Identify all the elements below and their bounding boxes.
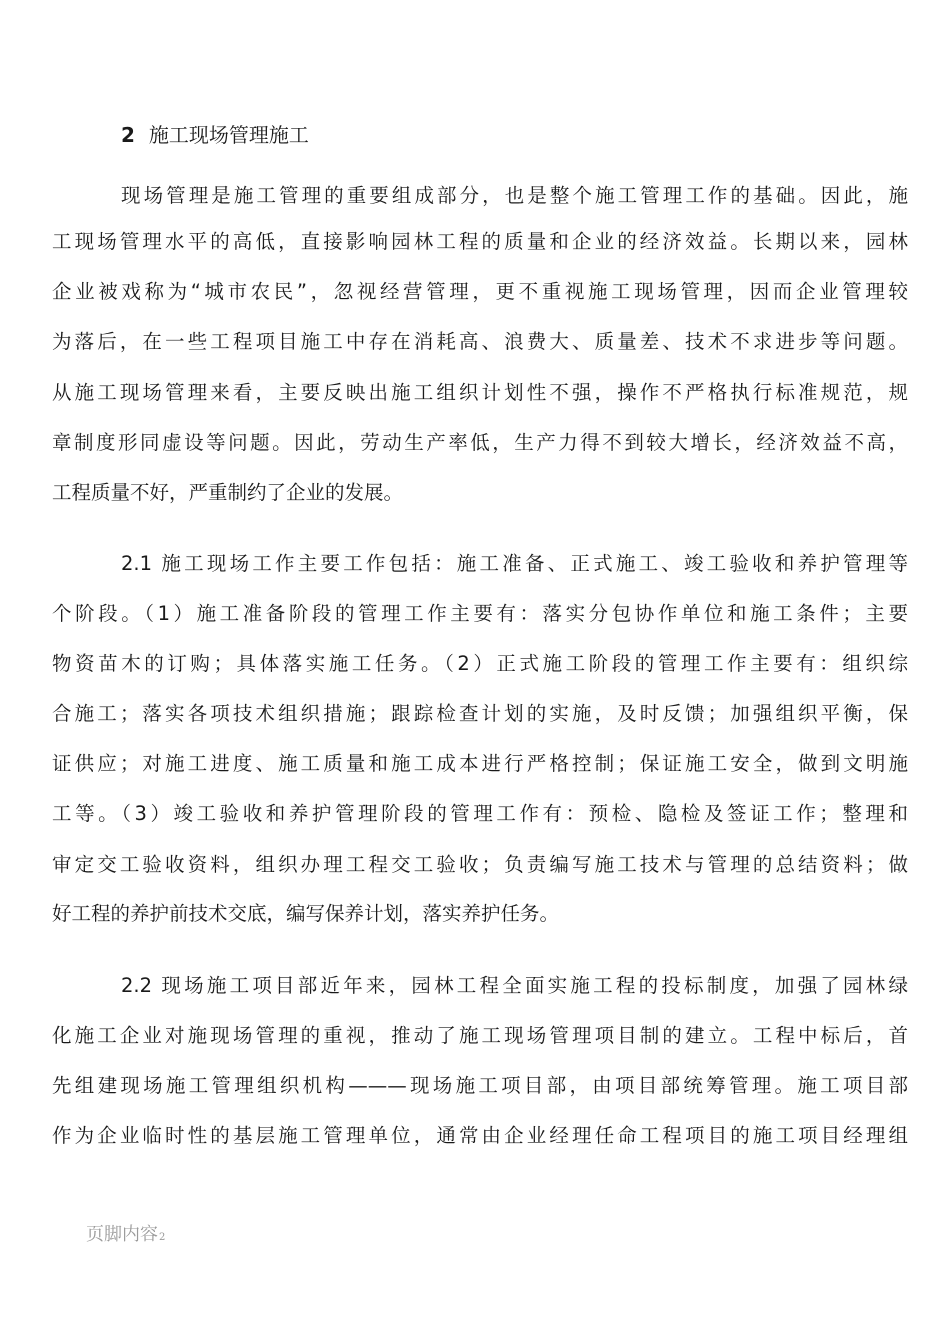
page-number: 2 — [159, 1232, 166, 1243]
paragraph-2-line: 合施工；落实各项技术组织措施；跟踪检查计划的实施，及时反馈；加强组织平衡，保 — [52, 702, 908, 725]
paragraph-1-line: 从施工现场管理来看，主要反映出施工组织计划性不强，操作不严格执行标准规范，规 — [52, 381, 908, 404]
paragraph-3-line: 2.2 现场施工项目部近年来，园林工程全面实施工程的投标制度，加强了园林绿 — [121, 974, 908, 997]
paragraph-1-line: 工现场管理水平的高低，直接影响园林工程的质量和企业的经济效益。长期以来，园林 — [52, 230, 908, 253]
paragraph-1-line: 现场管理是施工管理的重要组成部分，也是整个施工管理工作的基础。因此，施 — [121, 184, 908, 207]
paragraph-2-line: 个阶段。（1）施工准备阶段的管理工作主要有：落实分包协作单位和施工条件；主要 — [52, 602, 908, 625]
paragraph-2-line: 物资苗木的订购；具体落实施工任务。（2）正式施工阶段的管理工作主要有：组织综 — [52, 652, 908, 675]
paragraph-1-line: 章制度形同虚设等问题。因此，劳动生产率低，生产力得不到较大增长，经济效益不高， — [52, 431, 908, 454]
page-footer — [86, 1223, 165, 1250]
section-heading — [121, 121, 309, 149]
footer-label: 页脚内容 — [86, 1224, 158, 1245]
paragraph-2-line: 证供应；对施工进度、施工质量和施工成本进行严格控制；保证施工安全，做到文明施 — [52, 752, 908, 775]
paragraph-1-line: 为落后，在一些工程项目施工中存在消耗高、浪费大、质量差、技术不求进步等问题。 — [52, 330, 908, 353]
section-number: 2 — [121, 123, 135, 147]
paragraph-1-line: 企业被戏称为“城市农民”，忽视经营管理，更不重视施工现场管理，因而企业管理较 — [52, 280, 908, 303]
paragraph-2-line: 审定交工验收资料，组织办理工程交工验收；负责编写施工技术与管理的总结资料；做 — [52, 853, 908, 876]
paragraph-2-line: 工等。（3）竣工验收和养护管理阶段的管理工作有：预检、隐检及签证工作；整理和 — [52, 802, 908, 825]
paragraph-3-line: 化施工企业对施现场管理的重视，推动了施工现场管理项目制的建立。工程中标后，首 — [52, 1024, 908, 1047]
paragraph-1-line: 工程质量不好，严重制约了企业的发展。 — [52, 481, 404, 504]
paragraph-2-line: 好工程的养护前技术交底，编写保养计划，落实养护任务。 — [52, 902, 560, 925]
paragraph-2-line: 2.1 施工现场工作主要工作包括：施工准备、正式施工、竣工验收和养护管理等 — [121, 552, 908, 575]
paragraph-3-line: 作为企业临时性的基层施工管理单位，通常由企业经理任命工程项目的施工项目经理组 — [52, 1124, 908, 1147]
paragraph-3-line: 先组建现场施工管理组织机构———现场施工项目部，由项目部统筹管理。施工项目部 — [52, 1074, 908, 1097]
section-title: 施工现场管理施工 — [148, 123, 309, 147]
